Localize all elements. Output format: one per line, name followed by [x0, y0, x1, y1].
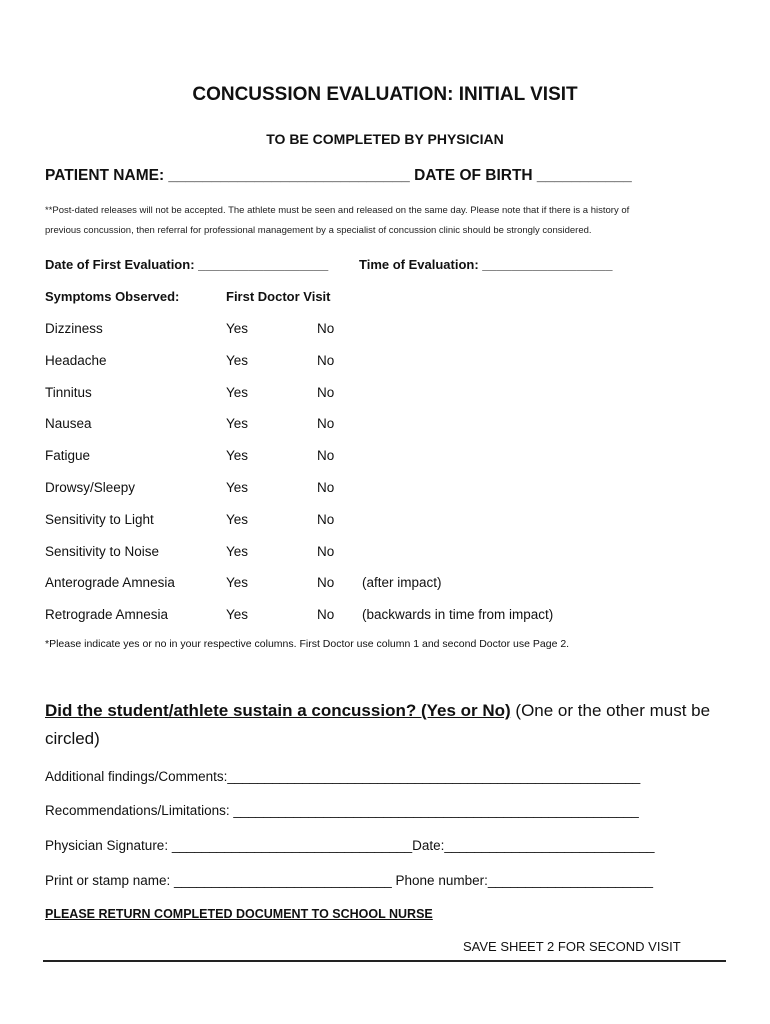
symptom-yes-option[interactable]: Yes: [226, 544, 249, 559]
symptom-no-option[interactable]: No: [317, 448, 335, 463]
concussion-question: [45, 701, 710, 721]
evaluation-time-field[interactable]: Time of Evaluation: __________________: [359, 257, 613, 272]
symptom-yes-option[interactable]: Yes: [226, 321, 249, 336]
concussion-question-main: Did the student/athlete sustain a concussion? (Yes or No): [45, 701, 511, 720]
symptom-label: Headache: [45, 353, 107, 368]
symptom-label: Sensitivity to Noise: [45, 544, 160, 559]
symptom-yes-option[interactable]: Yes: [226, 416, 249, 431]
concussion-question-paren: (One or the other must be: [510, 701, 711, 720]
symptom-yes-option[interactable]: Yes: [226, 575, 249, 590]
first-evaluation-date-field[interactable]: Date of First Evaluation: __________________: [45, 257, 329, 272]
symptom-no-option[interactable]: No: [317, 353, 335, 368]
symptom-no-option[interactable]: No: [317, 480, 335, 495]
symptom-yes-option[interactable]: Yes: [226, 385, 249, 400]
page-subtitle: TO BE COMPLETED BY PHYSICIAN: [266, 131, 504, 147]
save-sheet-note: SAVE SHEET 2 FOR SECOND VISIT: [463, 939, 681, 954]
symptom-no-option[interactable]: No: [317, 512, 335, 527]
symptom-label: Nausea: [45, 416, 92, 431]
page-title: CONCUSSION EVALUATION: INITIAL VISIT: [192, 84, 578, 105]
symptom-no-option[interactable]: No: [317, 575, 335, 590]
symptoms-column-header: Symptoms Observed:: [45, 289, 180, 304]
first-visit-column-header: First Doctor Visit: [226, 289, 331, 304]
patient-name-dob-field[interactable]: PATIENT NAME: ____________________________ DATE OF BIRTH ___________: [45, 167, 632, 184]
print-name-phone-field[interactable]: Print or stamp name: _____________________________ Phone number:______________________: [45, 873, 654, 888]
symptom-qualifier: (backwards in time from impact): [362, 607, 554, 622]
symptom-no-option[interactable]: No: [317, 544, 335, 559]
symptom-yes-option[interactable]: Yes: [226, 480, 249, 495]
release-note-line-1: **Post-dated releases will not be accepted. The athlete must be seen and released on the same day. Please note that if there is a history of: [45, 205, 630, 216]
concussion-question-continued: circled): [45, 729, 100, 748]
return-instruction: PLEASE RETURN COMPLETED DOCUMENT TO SCHOOL NURSE: [45, 907, 433, 921]
symptom-yes-option[interactable]: Yes: [226, 512, 249, 527]
symptom-label: Dizziness: [45, 321, 103, 336]
physician-signature-date-field[interactable]: Physician Signature: ________________________________Date:____________________________: [45, 838, 655, 853]
recommendations-field[interactable]: Recommendations/Limitations: ______________________________________________________: [45, 803, 639, 818]
symptom-label: Drowsy/Sleepy: [45, 480, 136, 495]
symptom-yes-option[interactable]: Yes: [226, 448, 249, 463]
symptom-no-option[interactable]: No: [317, 607, 335, 622]
bottom-divider: [43, 960, 726, 962]
symptom-qualifier: (after impact): [362, 575, 442, 590]
release-note-line-2: previous concussion, then referral for professional management by a specialist of concussion clinic should be strongly considered.: [45, 225, 592, 236]
symptom-no-option[interactable]: No: [317, 321, 335, 336]
symptom-no-option[interactable]: No: [317, 416, 335, 431]
symptom-label: Sensitivity to Light: [45, 512, 154, 527]
symptom-label: Tinnitus: [45, 385, 92, 400]
symptom-label: Retrograde Amnesia: [45, 607, 169, 622]
column-instructions-footnote: *Please indicate yes or no in your respective columns. First Doctor use column 1 and second Doctor use Page 2.: [45, 638, 570, 650]
symptom-label: Fatigue: [45, 448, 91, 463]
symptom-label: Anterograde Amnesia: [45, 575, 175, 590]
additional-findings-field[interactable]: Additional findings/Comments:_______________________________________________________: [45, 769, 641, 784]
symptom-yes-option[interactable]: Yes: [226, 607, 249, 622]
symptom-no-option[interactable]: No: [317, 385, 335, 400]
symptom-yes-option[interactable]: Yes: [226, 353, 249, 368]
